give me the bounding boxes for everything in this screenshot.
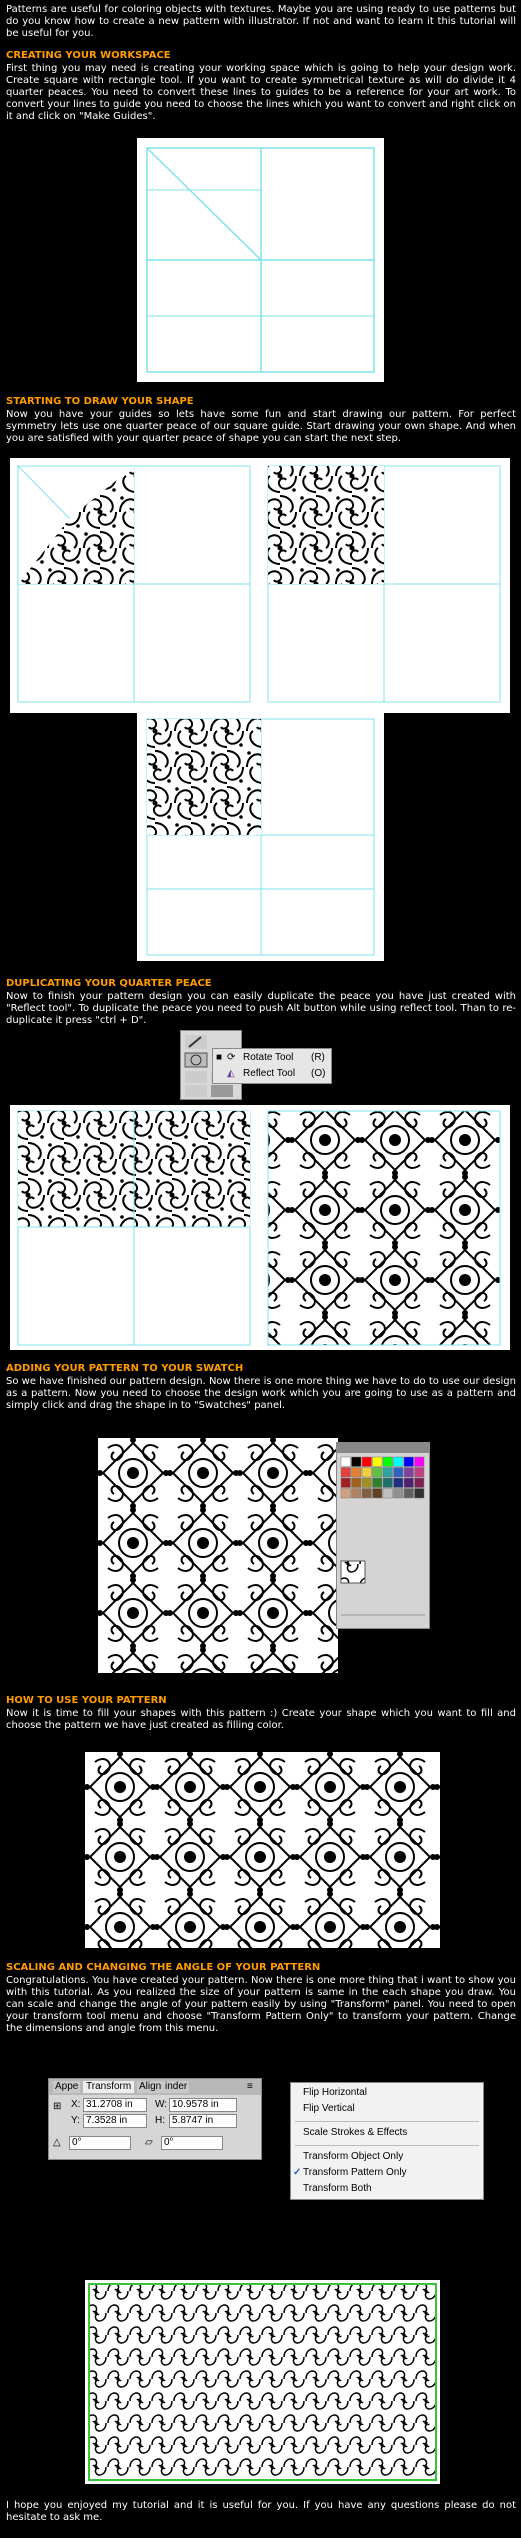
rotate-tool-item[interactable]: Rotate Tool [243, 1052, 294, 1063]
y-field[interactable]: 7.3528 in [83, 2114, 147, 2128]
swatches-panel[interactable] [336, 1442, 430, 1629]
panel-menu-icon[interactable]: ≡ [247, 2081, 253, 2092]
width-field[interactable]: 10.9578 in [169, 2098, 237, 2112]
tab-align[interactable]: Align [139, 2081, 162, 2092]
transform-flyout-menu [290, 2082, 484, 2200]
tab-appearance[interactable]: Appe [55, 2081, 79, 2092]
section-text-swatch: So we have finished our pattern design. Now there is one more thing we have to do to use our design as a pattern. Now you need to choose the design work which you are going to use as a pattern and simply click and drag the shape in to "Swatches" panel. [6, 1376, 516, 1411]
section-title-scaling: SCALING AND CHANGING THE ANGLE OF YOUR PATTERN [6, 1962, 321, 1973]
menu-transform-both[interactable]: Transform Both [303, 2183, 372, 2194]
section-text-draw: Now you have your guides so lets have some fun and start drawing our pattern. For perfect symmetry lets use one quarter peace of our square guide. Start drawing your own shape. And when you are satisfied with your quarter peace of shape you can start the next step. [6, 409, 516, 444]
checkmark-icon: ✓ [293, 2167, 302, 2178]
swatch-pattern-image [98, 1438, 338, 1673]
reflect-tool-shortcut: (O) [311, 1068, 326, 1079]
quarter-shape-image [137, 713, 384, 961]
shear-angle-icon: ▱ [145, 2137, 153, 2148]
section-text-scaling: Congratulations. You have created your pattern. Now there is one more thing that i want to show you with this tutorial. As you realized the size of your pattern is same in the each shape you draw. You can scale and change the angle of your pattern easily by using "Transform" panel. You need to open your transform tool menu and choose "Transform Pattern Only" to transform your pattern. Change the dimensions and angle from this menu. [6, 1975, 516, 2034]
reflect-icon: ◭ [227, 1068, 235, 1079]
drawing-steps-image [10, 458, 510, 713]
reflect-tool-item[interactable]: Reflect Tool [243, 1068, 296, 1079]
transform-tools-flyout: ■ ⟳ Rotate Tool (R) ◭ Reflect Tool (O) [212, 1048, 332, 1084]
section-title-swatch: ADDING YOUR PATTERN TO YOUR SWATCH [6, 1363, 244, 1374]
outro-text: I hope you enjoyed my tutorial and it is useful for you. If you have any questions please do not hesitate to ask me. [6, 2500, 516, 2523]
x-field[interactable]: 31.2708 in [83, 2098, 147, 2112]
reference-point-icon[interactable]: ⊞ [53, 2101, 62, 2112]
section-title-duplicate: DUPLICATING YOUR QUARTER PEACE [6, 978, 212, 989]
rotate-icon: ⟳ [227, 1052, 236, 1063]
section-title-workspace: CREATING YOUR WORKSPACE [6, 50, 171, 61]
intro-text: Patterns are useful for coloring objects with textures. Maybe you are using ready to use patterns but do you know how to create a new pattern with illustrator. If not and want to learn it this tutorial will be useful for you. [6, 4, 516, 39]
filled-shape-image [85, 1752, 440, 1948]
rotate-tool-shortcut: (R) [311, 1052, 325, 1063]
section-title-use: HOW TO USE YOUR PATTERN [6, 1695, 167, 1706]
transformed-pattern-image [85, 2280, 440, 2484]
menu-flip-vertical[interactable]: Flip Vertical [303, 2103, 355, 2114]
section-title-draw: STARTING TO DRAW YOUR SHAPE [6, 396, 194, 407]
duplicate-steps-image [10, 1105, 510, 1350]
section-text-duplicate: Now to finish your pattern design you can easily duplicate the peace you have just created with "Reflect tool". To duplicate the peace you need to push Alt button while using reflect tool. Than to re-duplicate it press "ctrl + D". [6, 991, 516, 1026]
tab-pathfinder[interactable]: inder [165, 2081, 188, 2092]
rotate-angle-icon: △ [53, 2137, 61, 2148]
rotate-angle-field[interactable]: 0° [69, 2136, 131, 2150]
section-text-workspace: First thing you may need is creating your working space which is going to help your design work. Create square with rectangle tool. If you want to create symmetrical texture as will do divide it 4 quarter peaces. You need to convert these lines to guides to be a reference for your art work. To convert your lines to guide you need to choose the lines which you want to convert and right click on it and click on "Make Guides". [6, 63, 516, 122]
workspace-guides-image [137, 138, 384, 382]
transform-panel: Appe Transform Align inder ≡ ⊞ X: 31.2708 in W: 10.9578 in Y: 7.3528 in H: 5.8747 in △ 0° ▱ 0° [48, 2078, 262, 2160]
menu-transform-object-only[interactable]: Transform Object Only [303, 2151, 404, 2162]
menu-scale-strokes[interactable]: Scale Strokes & Effects [303, 2127, 408, 2138]
tab-transform[interactable]: Transform [83, 2081, 134, 2093]
height-field[interactable]: 5.8747 in [169, 2114, 237, 2128]
menu-flip-horizontal[interactable]: Flip Horizontal [303, 2087, 367, 2098]
shear-angle-field[interactable]: 0° [161, 2136, 223, 2150]
section-text-use: Now it is time to fill your shapes with this pattern :) Create your shape which you want to fill and choose the pattern we have just created as filling color. [6, 1708, 516, 1731]
menu-transform-pattern-only[interactable]: Transform Pattern Only [303, 2167, 407, 2178]
